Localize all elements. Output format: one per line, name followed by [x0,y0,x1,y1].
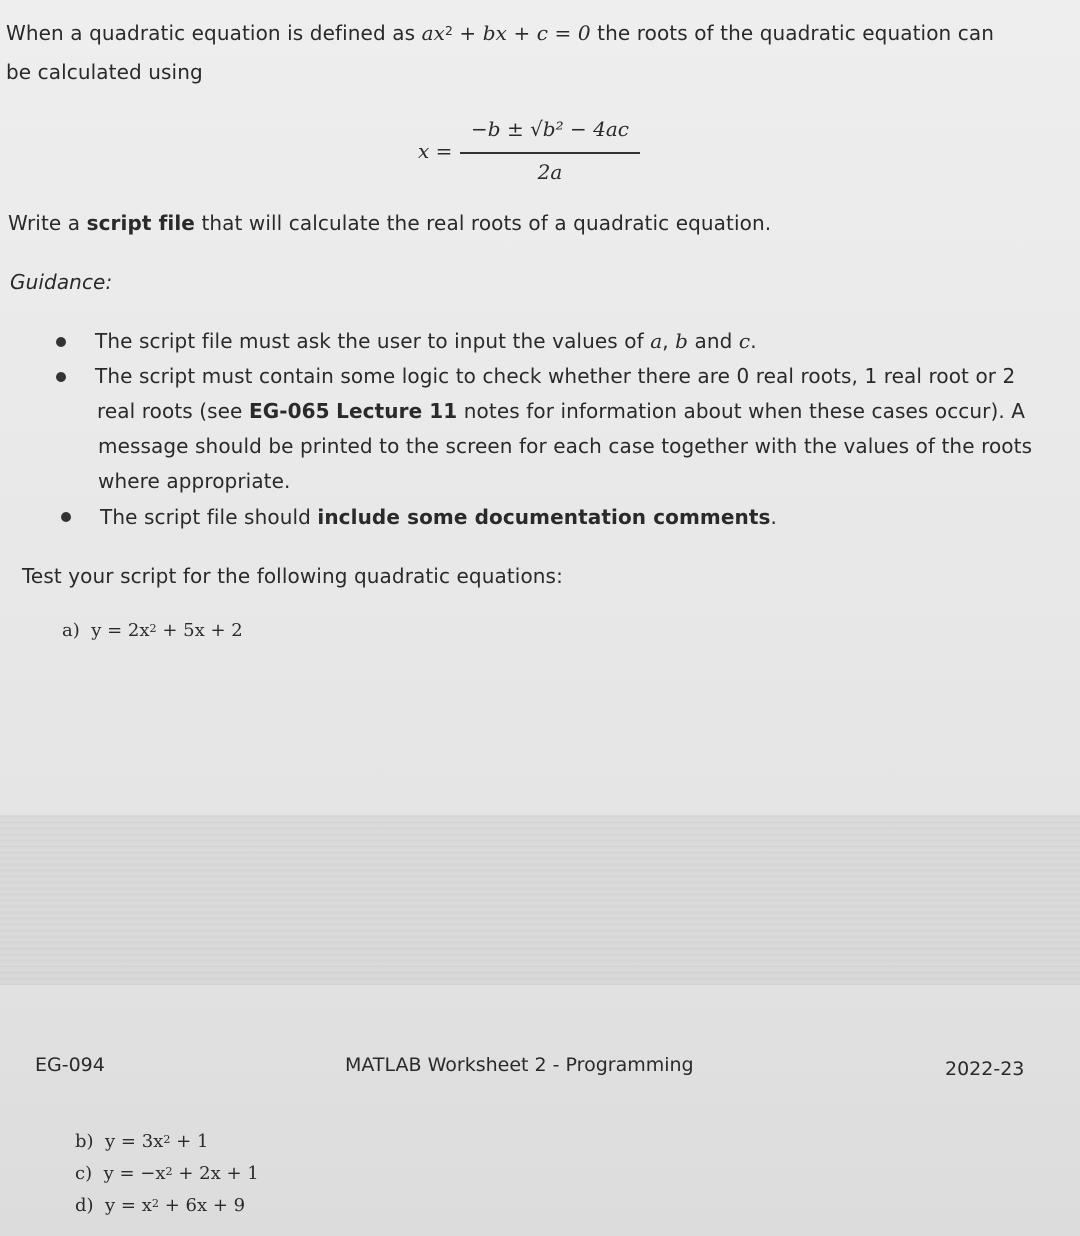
formula-numerator: −b ± √b² − 4ac [471,117,629,141]
guidance-item-2-bold-1: EG-065 [248,399,330,423]
guidance-item-3-bold: include some documentation comments [317,505,771,529]
test-item-d-label: d) [75,1195,94,1216]
quadratic-formula [418,112,648,192]
guidance-item-2-line-2 [97,399,1025,423]
test-item-d-rhs: + 6x + 9 [158,1195,246,1216]
bullet-3 [61,512,71,522]
test-item-a-lhs: y = 2x [91,620,150,641]
guidance-item-1-a: a [650,329,663,353]
bullet-1 [56,337,66,347]
test-item-b-exp: 2 [163,1132,171,1146]
guidance-item-2-line-3: message should be printed to the screen for each case together with the values of the roots [98,434,1033,458]
intro-prefix: When a quadratic equation is defined as [6,21,422,45]
test-item-c [75,1163,259,1185]
guidance-item-1-end: . [750,329,757,353]
footer-center: MATLAB Worksheet 2 - Programming [345,1054,694,1076]
page-break-band [0,815,1080,985]
guidance-title: Guidance: [10,270,113,294]
test-item-c-lhs: y = −x [103,1163,166,1184]
test-item-b-lhs: y = 3x [105,1131,164,1152]
intro-line-2: be calculated using [6,60,203,84]
test-item-d-exp: 2 [151,1196,159,1210]
test-item-c-label: c) [75,1163,93,1184]
guidance-item-2-suffix: notes for information about when these cases occur). A [457,399,1026,423]
test-item-a-rhs: + 5x + 2 [156,620,243,641]
task-bold: script file [86,211,195,235]
test-item-a [62,620,243,642]
guidance-item-2-bold-2: Lecture 11 [336,399,458,423]
intro-exponent: 2 [444,22,453,38]
guidance-item-1-c: c [738,329,751,353]
task-line [8,211,771,235]
test-item-d-lhs: y = x [105,1195,152,1216]
test-item-b-rhs: + 1 [170,1131,209,1152]
bullet-2 [56,372,66,382]
footer-right: 2022-23 [945,1058,1025,1080]
intro-math-rest: + bx + c = 0 [452,21,591,45]
guidance-item-3 [100,505,777,529]
test-heading: Test your script for the following quadratic equations: [22,564,563,588]
intro-math-ax: ax [421,21,445,45]
test-item-a-exp: 2 [149,621,157,635]
guidance-item-2-line-1: The script must contain some logic to check whether there are 0 real roots, 1 real root or 2 [95,364,1016,388]
task-prefix: Write a [8,211,87,235]
formula-lhs: x = [418,139,453,163]
test-item-c-exp: 2 [165,1164,173,1178]
test-item-a-label: a) [62,620,80,641]
formula-denominator: 2a [537,160,563,184]
guidance-item-1-sep1: , [662,329,676,353]
guidance-item-1-prefix: The script file must ask the user to input the values of [95,329,651,353]
fraction-bar [460,152,640,154]
test-item-c-rhs: + 2x + 1 [172,1163,259,1184]
task-suffix: that will calculate the real roots of a quadratic equation. [194,211,772,235]
test-item-b-label: b) [75,1131,94,1152]
guidance-item-3-prefix: The script file should [100,505,318,529]
guidance-item-1 [95,329,757,353]
guidance-item-3-suffix: . [770,505,778,529]
footer-left: EG-094 [35,1054,105,1076]
intro-suffix: the roots of the quadratic equation can [590,21,994,45]
guidance-item-2-line-4: where appropriate. [98,469,291,493]
test-item-d [75,1195,245,1217]
guidance-item-1-b: b [675,329,689,353]
intro-line-1 [6,21,994,45]
guidance-item-1-sep2: and [688,329,739,353]
test-item-b [75,1131,208,1153]
guidance-item-2-prefix: real roots (see [97,399,249,423]
